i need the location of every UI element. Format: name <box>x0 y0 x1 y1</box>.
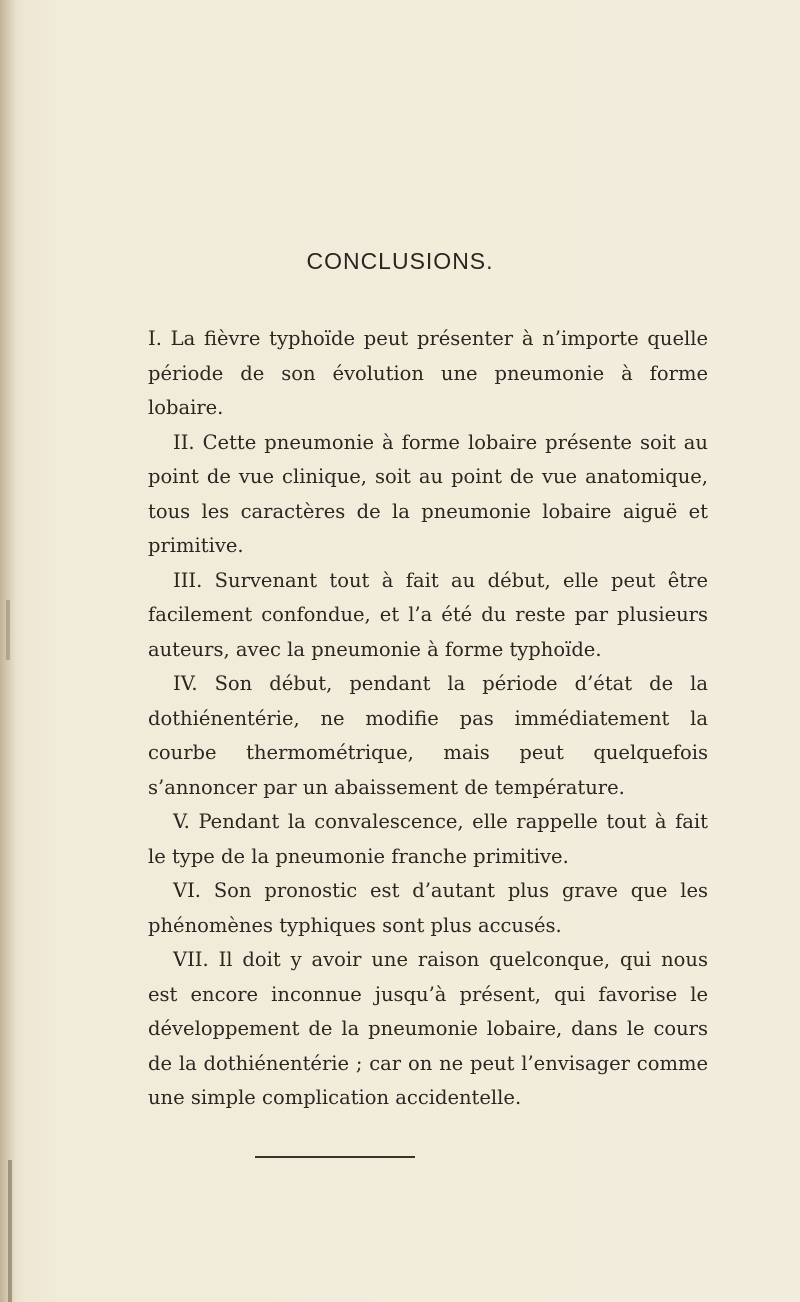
gutter-mark <box>8 1160 12 1302</box>
end-rule <box>255 1156 415 1158</box>
paragraph-6: VI. Son pronostic est d’autant plus grave que les phénomènes typhiques sont plus accusés. <box>148 879 708 937</box>
paragraph-5: V. Pendant la convalescence, elle rappelle tout à fait le type de la pneumonie franche primitive. <box>148 810 708 868</box>
paragraph-3: III. Survenant tout à fait au début, elle peut être facilement confondue, et l’a été du reste par plusieurs auteurs, avec la pneumonie à forme typhoïde. <box>148 568 708 661</box>
paragraph-2: II. Cette pneumonie à forme lobaire présente soit au point de vue clinique, soit au point de vue anatomique, tous les caractères de la pneumonie lobaire aiguë et primitive. <box>148 430 708 557</box>
paragraph-4: IV. Son début, pendant la période d’état de la dothiénentérie, ne modifie pas immédiatement la courbe thermométrique, mais peut quelquefois s’annoncer par un abaissement de température. <box>148 672 708 799</box>
gutter-mark <box>6 600 10 660</box>
paragraph-7: VII. Il doit y avoir une raison quelconque, qui nous est encore inconnue jusqu’à présent, qui favorise le développement de la pneumonie lobaire, dans le cours de la dothiénentérie ; car on ne peut l’envisager comme une simple complication accidentelle. <box>148 948 708 1109</box>
page-title: CONCLUSIONS. <box>306 248 494 274</box>
conclusions-body <box>148 322 708 1116</box>
paragraph-1: I. La fièvre typhoïde peut présenter à n’importe quelle période de son évolution une pneumonie à forme lobaire. <box>148 327 708 419</box>
